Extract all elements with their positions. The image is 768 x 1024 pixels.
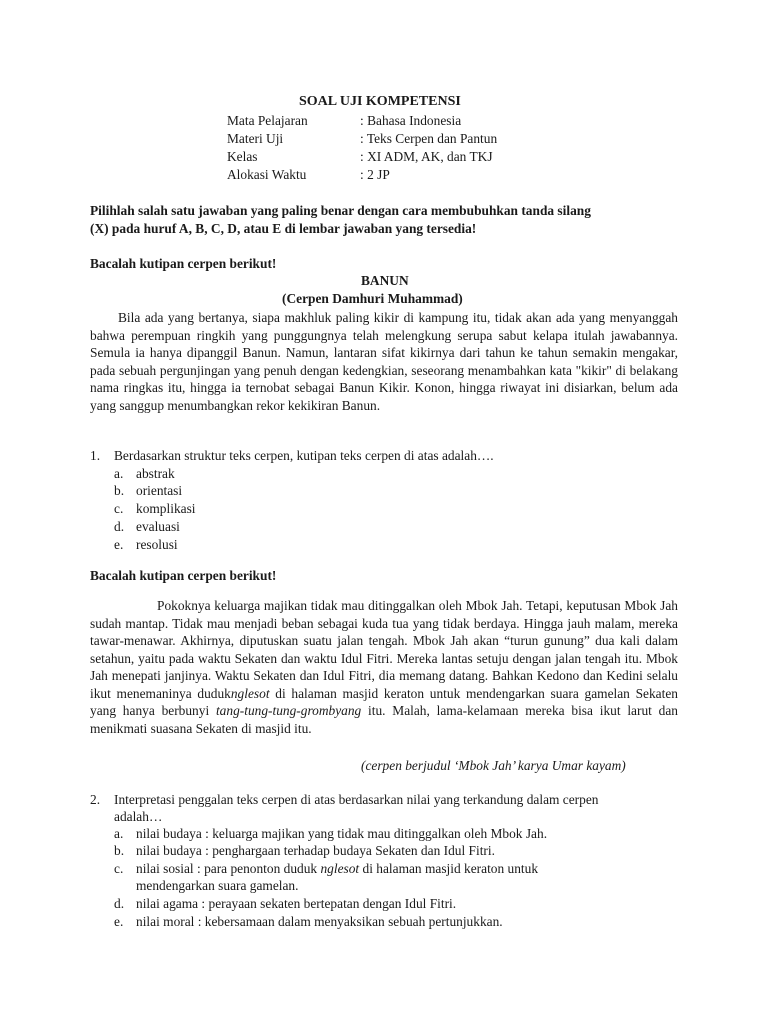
info-label: Mata Pelajaran	[227, 113, 308, 128]
info-label: Alokasi Waktu	[227, 167, 307, 182]
instruction-line: (X) pada huruf A, B, C, D, atau E di lembar jawaban yang tersedia!	[90, 221, 477, 236]
option-text-part: di halaman masjid keraton untuk	[359, 861, 539, 876]
italic-term: nglesot	[230, 685, 270, 701]
option-text: mendengarkan suara gamelan.	[136, 878, 299, 893]
option-letter: b.	[114, 843, 125, 858]
story-paragraph-text: Pokoknya keluarga majikan tidak mau ditinggalkan oleh Mbok Jah. Tetapi, keputusan Mbok Jah sudah mantap. Tidak mau menjadi beban sebagai kuda tua yang tidak berdaya. Hingga jauh malam, mereka tawar-menawar. Akhirnya, diputuskan suatu jalan tengah. Mbok Jah akan “turun gunung” dua kali dalam setahun, yaitu pada waktu Sekaten dan waktu Idul Fitri. Mereka lantas setuju dengan jalan tengah itu. Mbok Jah menepati janjinya. Waktu Sekaten dan Idul Fitri, dia memang datang. Bahkan Kedono dan Kedini selalu ikut menemaninya duduk	[90, 598, 678, 701]
option-letter: d.	[114, 519, 125, 534]
page-title: SOAL UJI KOMPETENSI	[299, 94, 461, 109]
passage-intro: Bacalah kutipan cerpen berikut!	[90, 256, 277, 271]
option-letter: e.	[114, 914, 124, 929]
option-letter: a.	[114, 466, 124, 481]
option-text: nilai budaya : keluarga majikan yang tidak mau ditinggalkan oleh Mbok Jah.	[136, 826, 548, 841]
passage-intro: Bacalah kutipan cerpen berikut!	[90, 568, 277, 583]
option-letter: a.	[114, 826, 124, 841]
info-label: Materi Uji	[227, 131, 284, 146]
option-letter: c.	[114, 861, 124, 876]
option-text: resolusi	[136, 537, 178, 552]
story-paragraph	[90, 597, 678, 737]
info-value: : Teks Cerpen dan Pantun	[360, 131, 498, 146]
option-text: nilai agama : perayaan sekaten bertepatan dengan Idul Fitri.	[136, 896, 457, 911]
option-text: nilai moral : kebersamaan dalam menyaksikan sebuah pertunjukkan.	[136, 914, 503, 929]
story-paragraph-text: itu. Malah, lama-kelamaan mereka bisa ikut larut dan menikmati suasana Sekaten di masjid itu.	[90, 703, 678, 736]
question-number: 1.	[90, 448, 101, 463]
option-text: evaluasi	[136, 519, 180, 534]
question-text: Berdasarkan struktur teks cerpen, kutipan teks cerpen di atas adalah….	[114, 448, 494, 463]
info-value: : Bahasa Indonesia	[360, 113, 462, 128]
info-value: : 2 JP	[360, 167, 390, 182]
option-text: komplikasi	[136, 501, 196, 516]
option-letter: d.	[114, 896, 125, 911]
story-paragraph	[90, 309, 678, 414]
option-text: abstrak	[136, 466, 175, 481]
option-text: orientasi	[136, 483, 183, 498]
option-letter: c.	[114, 501, 124, 516]
question-text: Interpretasi penggalan teks cerpen di atas berdasarkan nilai yang terkandung dalam cerpen	[114, 792, 599, 807]
option-text: nilai budaya : penghargaan terhadap budaya Sekaten dan Idul Fitri.	[136, 843, 495, 858]
question-number: 2.	[90, 792, 101, 807]
story-source: (cerpen berjudul ‘Mbok Jah’ karya Umar kayam)	[361, 758, 626, 773]
question-text: adalah…	[114, 809, 163, 824]
option-letter: e.	[114, 537, 124, 552]
option-text-part: nilai sosial : para penonton duduk	[136, 861, 321, 876]
story-title: BANUN	[361, 273, 409, 288]
italic-term: nglesot	[320, 861, 360, 876]
italic-term: tang-tung-tung-grombyang	[215, 703, 362, 718]
story-paragraph-text: di halaman masjid keraton untuk mendengarkan suara gamelan Sekaten yang hanya berbunyi	[90, 685, 678, 718]
info-label: Kelas	[227, 149, 258, 164]
story-paragraph-text: Bila ada yang bertanya, siapa makhluk paling kikir di kampung itu, tidak akan ada yang menyanggah bahwa perempuan ringkih yang punggungnya telah melengkung serupa sabut kelapa itulah jawabannya. Semula ia hanya dipanggil Banun. Namun, lantaran sifat kikirnya dari tahun ke tahun semakin mengakar, pada sebuah pergunjingan yang penuh dengan kedengkian, seseorang menambahkan kata "kikir" di belakang nama ringkas itu, hingga ia ternobat sebagai Banun Kikir. Konon, hingga riwayat ini disiarkan, belum ada yang sanggup menumbangkan rekor kekikiran Banun.	[90, 310, 678, 413]
option-text	[136, 861, 538, 877]
instruction-line: Pilihlah salah satu jawaban yang paling benar dengan cara membubuhkan tanda silang	[90, 203, 591, 218]
story-author: (Cerpen Damhuri Muhammad)	[282, 291, 463, 306]
option-letter: b.	[114, 483, 125, 498]
info-value: : XI ADM, AK, dan TKJ	[360, 149, 493, 164]
